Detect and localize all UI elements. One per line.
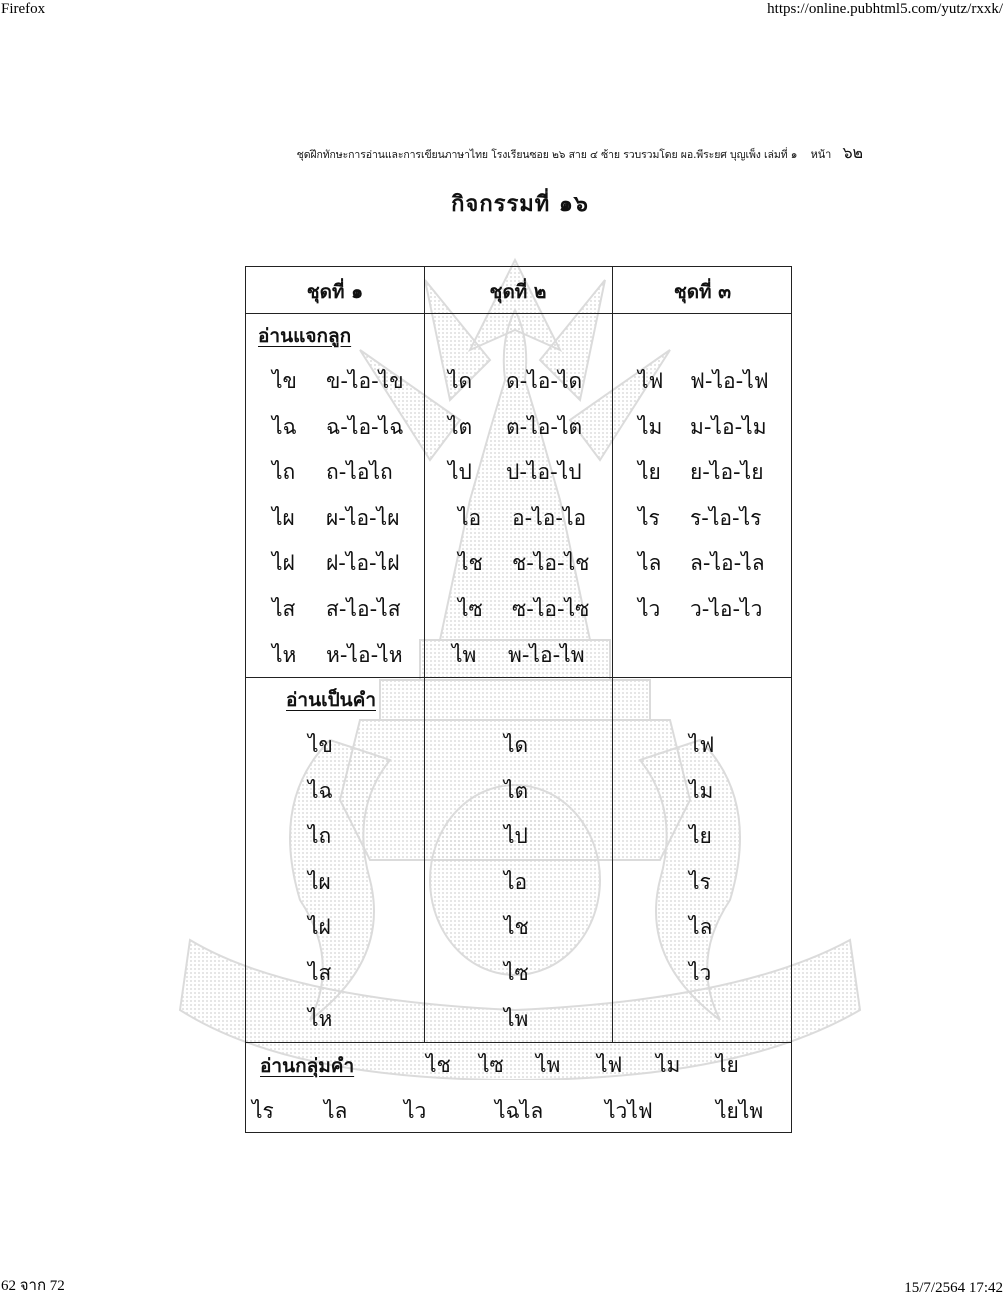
word-item: ไช — [504, 915, 529, 939]
page-counter: 62 จาก 72 — [1, 1278, 65, 1294]
section-label-word-groups: อ่านกลุ่มคำ — [260, 1055, 355, 1077]
word-item: ไย — [689, 824, 712, 848]
header-divider — [246, 313, 791, 314]
word-item: ไล — [689, 915, 713, 939]
word-item: ไฟ — [689, 733, 715, 757]
browser-title: Firefox — [1, 1, 46, 17]
section-divider — [246, 677, 791, 678]
group-word: ไล — [324, 1099, 348, 1123]
group-word: ไว — [404, 1099, 427, 1123]
word-item: ไฉ — [308, 779, 333, 803]
word-item: ไข — [308, 733, 333, 757]
column-header-set-1: ชุดที่ ๑ — [306, 281, 364, 303]
print-timestamp: 15/7/2564 17:42 — [904, 1280, 1003, 1296]
activity-title: กิจกรรมที่ ๑๖ — [451, 192, 589, 217]
group-word: ไร — [252, 1099, 274, 1123]
group-word: ไฟ — [597, 1053, 623, 1077]
word-item: ไอ — [504, 870, 528, 894]
word-item: ไถ — [308, 824, 332, 848]
word-item: ไพ — [504, 1007, 529, 1031]
word-item: ไส — [308, 961, 332, 985]
page-label: หน้า — [810, 148, 832, 161]
word-item: ไร — [689, 870, 711, 894]
section-label-words: อ่านเป็นคำ — [286, 689, 376, 711]
word-item: ไต — [504, 779, 529, 803]
group-word: ไซ — [479, 1053, 504, 1077]
word-item: ไป — [504, 824, 528, 848]
word-item: ไซ — [504, 961, 529, 985]
column-header-set-2: ชุดที่ ๒ — [489, 281, 547, 303]
document-header-text: ชุดฝึกทักษะการอ่านและการเขียนภาษาไทย โรงเรียนซอย ๒๖ สาย ๔ ซ้าย รวบรวมโดย ผอ.พีระยศ บุญเพ็ง เล่มที่ ๑ — [296, 149, 798, 161]
column-header-set-3: ชุดที่ ๓ — [673, 281, 732, 303]
group-word: ไย — [716, 1053, 739, 1077]
word-item: ได — [504, 733, 529, 757]
word-item: ไม — [689, 779, 714, 803]
column-divider — [424, 267, 425, 1042]
group-word: ไฉไล — [495, 1099, 544, 1123]
column-divider — [612, 267, 613, 1042]
group-word: ไม — [656, 1053, 681, 1077]
word-item: ไห — [308, 1007, 333, 1031]
group-word: ไยไพ — [716, 1099, 764, 1123]
word-item: ไว — [689, 961, 712, 985]
page-url: https://online.pubhtml5.com/yutz/rxxk/ — [767, 1, 1003, 17]
group-word: ไวไฟ — [605, 1099, 653, 1123]
document-header — [297, 141, 863, 166]
worksheet-table: ชุดที่ ๑ ชุดที่ ๒ ชุดที่ ๓ อ่านแจกลูก ไข ข-ไอ-ไข ไฉ ฉ-ไอ-ไฉ ไถ ถ-ไอไถ ไผ ผ-ไอ-ไผ ไฝ ฝ-ไอ-ไฝ ไส ส-ไอ-ไส ไห ห-ไอ-ไห ได ด-ไอ-ได ไต ต-ไอ-ไต ไป ป-ไอ-ไป ไอ อ-ไอ-ไอ ไช ช-ไอ-ไช ไซ ซ-ไอ-ไซ ไพ พ-ไอ-ไพ ไฟ ฟ-ไอ-ไฟ ไม ม-ไอ-ไม ไย ย-ไอ-ไย ไร ร-ไอ-ไร ไล ล-ไอ-ไล ไว ว-ไอ-ไว อ่านเป็นคำ ไข ไฉ ไถ ไผ ไฝ ไส ไห ได ไต ไป ไอ ไช ไซ ไพ ไฟ ไม ไย ไร ไล ไว อ่านกลุ่มคำ ไช ไซ ไพ ไฟ ไม ไย ไร ไล ไว ไฉไล ไวไฟ ไยไพ — [245, 266, 792, 1133]
group-word: ไช — [426, 1053, 451, 1077]
section-label-spelling: อ่านแจกลูก — [258, 325, 352, 347]
word-item: ไผ — [308, 870, 331, 894]
page-number: ๖๒ — [842, 143, 863, 162]
word-item: ไฝ — [308, 915, 331, 939]
section-divider — [246, 1042, 791, 1043]
group-word: ไพ — [536, 1053, 561, 1077]
